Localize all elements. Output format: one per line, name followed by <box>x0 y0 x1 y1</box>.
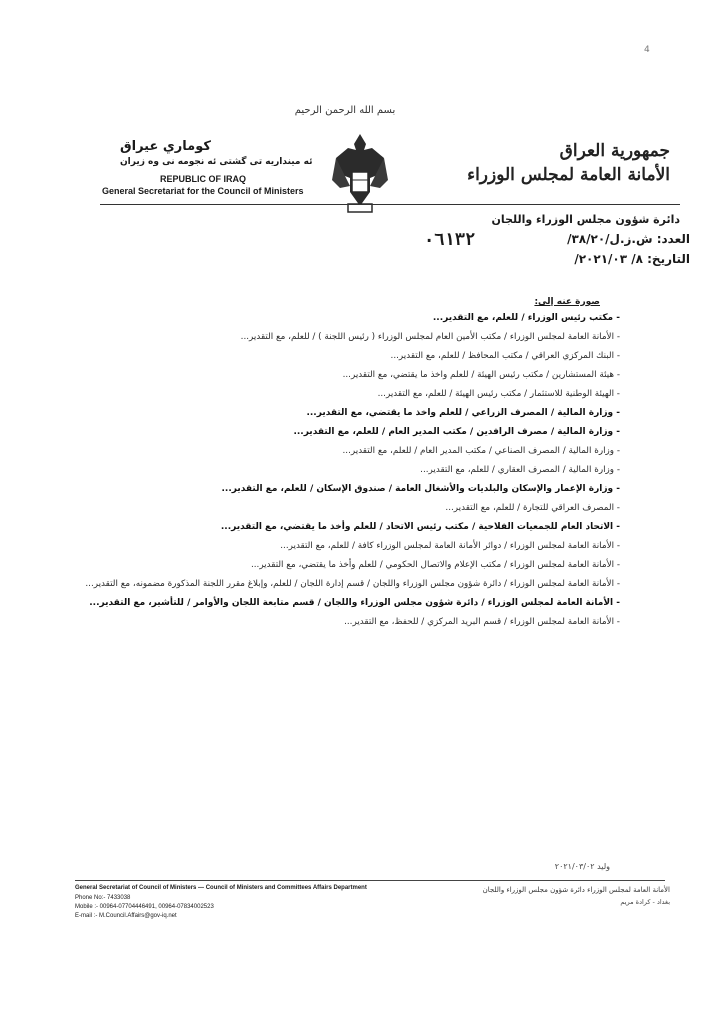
header-english-subtitle: General Secretariat for the Council of Ministers <box>102 186 304 196</box>
reference-number: ٠٦١٣٢ <box>424 230 476 250</box>
header-kurdish-title: كوماري عيراق <box>120 139 211 154</box>
list-item: - الأمانة العامة لمجلس الوزراء / مكتب الأمين العام لمجلس الوزراء ( رئيس اللجنة ) / للعلم، مع التقدير... <box>240 332 620 342</box>
list-item: - وزارة المالية / المصرف العقاري / للعلم، مع التقدير... <box>420 465 620 475</box>
header-kurdish-subtitle: ئه مینداریه تی گشتی ئه نجومه نی وه زیران <box>120 157 313 167</box>
copy-to-title: صورة عنه إلى: <box>534 297 600 307</box>
header-divider <box>100 204 680 205</box>
basmala: بسم الله الرحمن الرحيم <box>294 105 396 116</box>
list-item: - الهيئة الوطنية للاستثمار / مكتب رئيس الهيئة / للعلم، مع التقدير... <box>377 389 620 399</box>
list-item: - الأمانة العامة لمجلس الوزراء / قسم البريد المركزي / للحفظ، مع التقدير... <box>344 617 620 627</box>
list-item: - الأمانة العامة لمجلس الوزراء / مكتب الإعلام والاتصال الحكومي / للعلم وأخذ ما يقتضي، مع التقدير... <box>250 560 620 570</box>
list-item: - الأمانة العامة لمجلس الوزراء / دوائر الأمانة العامة لمجلس الوزراء كافة / للعلم، مع التقدير... <box>280 541 620 551</box>
handwritten-date: وليد ٢٠٢١/٠٣/٠٢ <box>554 862 610 871</box>
list-item: - الأمانة العامة لمجلس الوزراء / دائرة شؤون مجلس الوزراء واللجان / قسم إدارة اللجان / للعلم، وإبلاغ مقرر اللجنة المذكورة مضمونه، مع التقدير... <box>85 579 620 589</box>
header-arabic-title: جمهورية العراق <box>559 141 670 161</box>
list-item: - المصرف العراقي للتجارة / للعلم، مع التقدير... <box>445 503 620 513</box>
list-item: - وزارة المالية / المصرف الزراعي / للعلم واخذ ما يقتضي، مع التقدير... <box>306 408 620 418</box>
footer-arabic-location: بغداد - كرادة مريم <box>620 898 670 906</box>
list-item: - مكتب رئيس الوزراء / للعلم، مع التقدير... <box>432 313 620 323</box>
footer-arabic-address: الأمانة العامة لمجلس الوزراء دائرة شؤون مجلس الوزراء واللجان <box>482 886 670 894</box>
recipient-list <box>60 312 620 635</box>
list-item: - وزارة المالية / مصرف الرافدين / مكتب المدير العام / للعلم، مع التقدير... <box>293 427 620 437</box>
footer-email: E-mail :- M.Council.Affairs@gov-iq.net <box>75 913 177 919</box>
list-item: - هيئة المستشارين / مكتب رئيس الهيئة / للعلم واخذ ما يقتضي، مع التقدير... <box>342 370 620 380</box>
list-item: - وزارة الإعمار والإسكان والبلديات والأشغال العامة / صندوق الإسكان / للعلم، مع التقدير... <box>221 484 620 494</box>
reference-line: العدد: ش.ز.ل/٣٨/٢٠/ <box>567 232 690 246</box>
header-arabic-subtitle: الأمانة العامة لمجلس الوزراء <box>467 165 670 185</box>
department-name: دائرة شؤون مجلس الوزراء واللجان <box>491 213 680 226</box>
footer-phone: Phone No:- 7433038 <box>75 895 131 901</box>
corner-mark: 4 <box>644 45 650 55</box>
list-item: - البنك المركزي العراقي / مكتب المحافظ / للعلم، مع التقدير... <box>390 351 620 361</box>
list-item: - وزارة المالية / المصرف الصناعي / مكتب المدير العام / للعلم، مع التقدير... <box>342 446 620 456</box>
footer-mobile: Mobile :- 00964-07704446491, 00964-07834002523 <box>75 904 214 910</box>
list-item: - الأمانة العامة لمجلس الوزراء / دائرة شؤون مجلس الوزراء واللجان / قسم متابعة اللجان والأوامر / للتأشير، مع التقدير... <box>89 598 620 608</box>
list-item: - الاتحاد العام للجمعيات الفلاحية / مكتب رئيس الاتحاد / للعلم وأخذ ما يقتضي، مع التقدير... <box>220 522 620 532</box>
footer-english-address: General Secretariat of Council of Ministers — Council of Ministers and Committees Affairs Department <box>75 885 367 891</box>
header-english-title: REPUBLIC OF IRAQ <box>160 174 247 184</box>
date-line: التاريخ: ٨/ ٢٠٢١/٠٣/ <box>574 252 690 266</box>
footer-divider <box>75 880 665 881</box>
